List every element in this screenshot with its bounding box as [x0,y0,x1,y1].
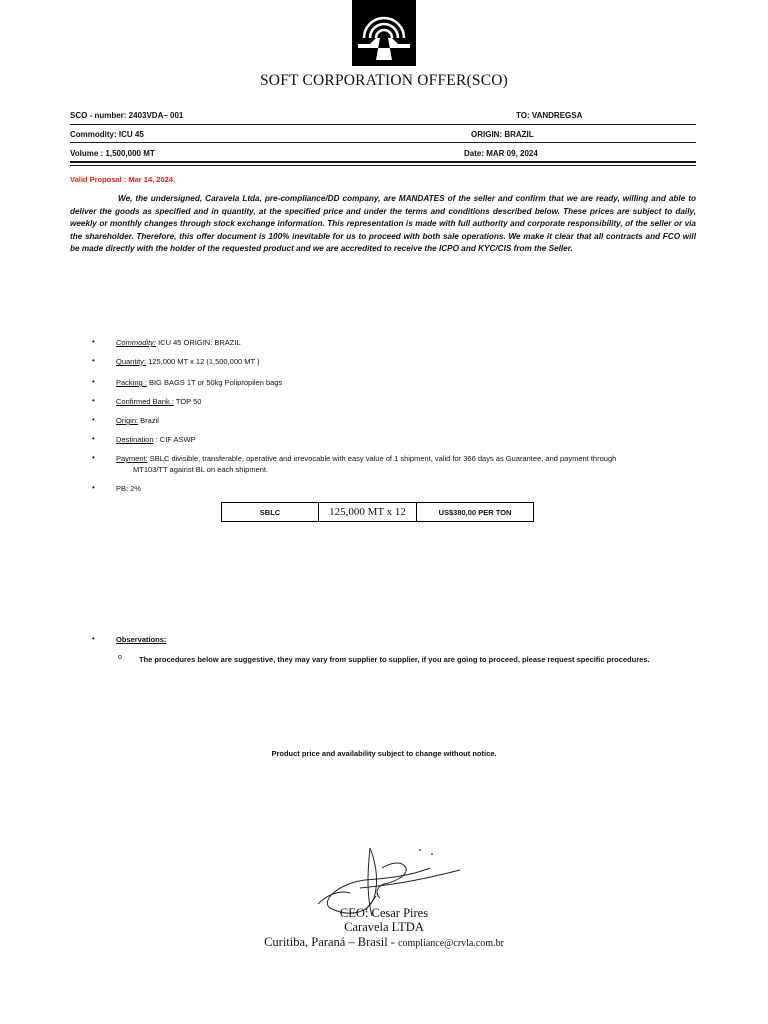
table-cell-quantity: 125,000 MT x 12 [319,503,417,522]
table-cell-price: US$380,00 PER TON [417,503,534,522]
item-label: Origin: [116,416,139,425]
sco-number: SCO - number: 2403VDA– 001 [70,111,184,120]
company-address [0,935,768,950]
item-label: Payment: [116,454,148,463]
document-title: SOFT CORPORATION OFFER(SCO) [259,72,508,89]
contact-email: compliance@crvla.com.br [398,938,504,949]
bullet-dot: • [92,337,95,346]
item-value: : CIF ASWP [153,435,196,444]
date-field: Date: MAR 09, 2024 [464,149,538,158]
valid-proposal-date: Valid Proposal : Mar 14, 2024. [70,175,176,184]
sub-bullet-circle: o [118,654,122,661]
divider [70,161,696,163]
list-item-commodity [116,338,241,347]
origin-field: ORIGIN: BRAZIL [471,130,534,139]
divider [70,124,696,125]
observations-label: Observations: [116,635,167,644]
company-name: Caravela LTDA [344,920,424,934]
bullet-dot: • [92,396,95,405]
table-row [222,503,534,522]
item-label: Destination [116,435,154,444]
list-item-pb: PB: 2% [116,484,142,493]
list-item-payment [116,454,616,463]
bullet-dot: • [92,415,95,424]
list-item-origin [116,416,159,425]
ceo-name: CEO: Cesar Pires [339,906,429,920]
item-label: Quantity: [116,357,147,366]
item-value: SBLC divisible, transferable, operative and irrevocable with easy value of 1 shipment, valid for 366 days as Guarantee, and payment through [147,454,617,463]
bullet-dot: • [92,377,95,386]
bullet-dot: • [92,356,95,365]
observations-text: The procedures below are suggestive, they may vary from supplier to supplier, if you are going to proceed, please request specific procedures. [139,655,650,664]
item-label: Packing : [116,378,147,387]
table-cell-instrument: SBLC [222,503,319,522]
item-value: Brazil [138,416,159,425]
commodity-field: Commodity: ICU 45 [70,130,144,139]
address-text: Curitiba, Paraná – Brasil - [264,935,399,949]
payment-continuation: MT103/TT against BL on each shipment. [133,465,269,474]
intro-paragraph: We, the undersigned, Caravela Ltda, pre-compliance/DD company, are MANDATES of the seller and confirm that we are ready, willing and able to deliver the goods as specified and in quantity, at the specified price and under the terms and conditions described below. These prices are subject to daily, weekly or monthly changes through stock exchange information. This representation is made with full authority and corporate responsibility, of the seller or via the shareholder. Therefore, this offer document is 100% inevitable for us to proceed with both sale operations. We make it clear that all contracts and FCO will be made directly with the holder of the requested product and we are accredited to receive the ICPO and KYC/CIS from the Seller. [70,194,696,254]
bullet-dot: • [92,483,95,492]
bullet-dot: • [92,453,95,462]
list-item-quantity [116,357,260,366]
recipient: TO: VANDREGSA [516,111,583,120]
item-value: 125,000 MT x 12 (1,500,000 MT ) [146,357,260,366]
bullet-dot: • [92,434,95,443]
list-item-destination [116,435,196,444]
item-label: Commodity: [116,338,157,347]
price-notice: Product price and availability subject to change without notice. [271,749,497,758]
item-value: TOP 50 [173,397,202,406]
item-label: Confirmed Bank : [116,397,174,406]
price-table [221,502,534,522]
divider [70,142,696,143]
bullet-dot: • [92,634,95,643]
item-value: BIG BAGS 1T or 50kg Polipropilen bags [146,378,283,387]
item-value: ICU 45 ORIGIN: BRAZIL [156,338,241,347]
volume-field: Volume : 1,500,000 MT [70,149,155,158]
list-item-bank [116,397,201,406]
divider [70,165,696,166]
company-logo [352,0,416,66]
list-item-packing [116,378,282,387]
